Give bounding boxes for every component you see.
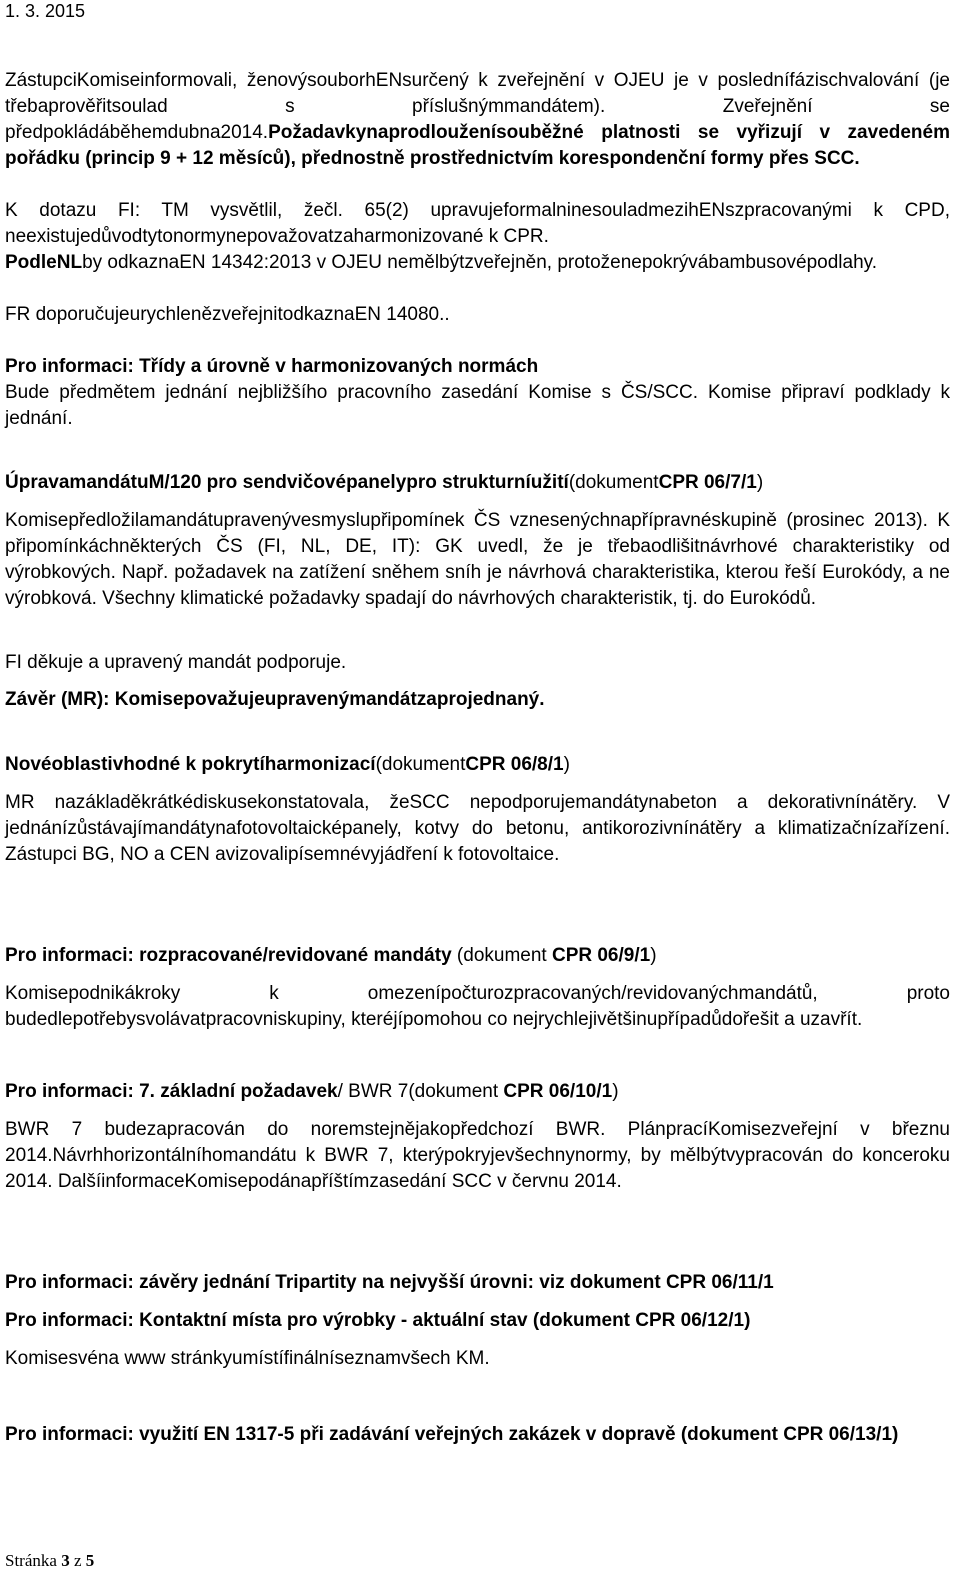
section-mandates-heading-bold: Pro informaci: rozpracované/revidované mandáty (5, 945, 452, 966)
section-contact-points-heading (5, 1308, 950, 1334)
section-bwr7-heading-normal: / BWR 7(dokument (337, 1081, 504, 1102)
section-m120-doc-ref: CPR 06/7/1 (658, 472, 757, 493)
section-m120-fi: FI děkuje a upravený mandát podporuje. (5, 652, 347, 673)
section-contact-points-heading-text: Pro informaci: Kontaktní místa pro výrobky - aktuální stav (dokument CPR 06/12/1) (5, 1310, 751, 1331)
paragraph-fr: FR doporučujeurychlenězveřejnitodkaznaEN 14080.. (5, 304, 450, 325)
section-bwr7-doc-ref: CPR 06/10/1 (503, 1081, 613, 1102)
paragraph-nl-bold: PodleNL (5, 252, 83, 273)
section-tripartite-heading-text: Pro informaci: závěry jednání Tripartity na nejvyšší úrovni: viz dokument CPR 06/11/1 (5, 1272, 774, 1293)
section-classes-heading-text: Pro informaci: Třídy a úrovně v harmonizovaných normách (5, 356, 539, 377)
section-new-areas-heading-normal: (dokument (375, 754, 466, 775)
paragraph-ojeu-text: ZástupciKomiseinformovali, ženovýsouborhENsurčený k zveřejnění v OJEU je v poslednífázischvalování (je třebaprověřitsoulad s příslušnýmmandátem). Zveřejnění se předpokládáběhemdubna2014. (5, 70, 950, 143)
section-contact-points-body: Komisesvéna www stránkyumístífinálníseznamvšech KM. (5, 1348, 490, 1369)
section-bwr7-heading (5, 1079, 950, 1105)
footer-label: Stránka (5, 1551, 62, 1570)
section-bwr7-body: BWR 7 budezapracován do noremstejnějakopředchozí BWR. PlánpracíKomisezveřejní v březnu 2014.Návrhhorizontálníhomandátu k BWR 7, kterýpokryjevšechnynormy, by mělbýtvypracován do konceroku 2014. DalšíinformaceKomisepodánapříštímzasedání SCC v červnu 2014. (5, 1119, 950, 1192)
section-bwr7-heading-close: ) (612, 1081, 619, 1102)
section-mandates-heading-normal: (dokument (451, 945, 552, 966)
section-tripartite-heading (5, 1270, 950, 1296)
paragraph-fi-query: K dotazu FI: TM vysvětlil, žečl. 65(2) upravujeformalninesouladmezihENszpracovanými k CPD, neexistujedůvodtytonormynepovažovatzaharmonizované k CPR. (5, 200, 950, 247)
section-new-areas-heading-close: ) (563, 754, 570, 775)
paragraph-ojeu (5, 68, 950, 172)
section-bwr7-heading-bold: Pro informaci: 7. základní požadavek (5, 1081, 338, 1102)
section-m120-conclusion-text: Závěr (MR): Komisepovažujeupravenýmandátzaprojednaný. (5, 689, 545, 710)
page-footer (5, 1548, 950, 1574)
footer-page-number: 3 (61, 1551, 70, 1570)
section-en1317-heading (5, 1422, 950, 1448)
paragraph-nl-text: by odkaznaEN 14342:2013 v OJEU nemělbýtzveřejněn, protoženepokrývábambusovépodlahy. (82, 252, 878, 273)
document-date: 1. 3. 2015 (5, 1, 86, 21)
paragraph-nl (5, 250, 950, 276)
footer-of: z (69, 1551, 86, 1570)
section-new-areas-heading-bold: Novéoblastivhodné k pokrytíharmonizací (5, 754, 376, 775)
section-en1317-heading-text: Pro informaci: využití EN 1317-5 při zadávání veřejných zakázek v dopravě (dokument CPR 06/13/1) (5, 1424, 899, 1445)
section-m120-heading-close: ) (756, 472, 764, 493)
section-mandates-doc-ref: CPR 06/9/1 (551, 945, 651, 966)
section-mandates-heading-close: ) (650, 945, 657, 966)
section-new-areas-body: MR nazákladěkrátkédiskusekonstatovala, žeSCC nepodporujemandátynabeton a dekorativnínátěry. V jednánízůstávajímandátynafotovoltaicképanely, kotvy do betonu, antikorozivnínátěry a klimatizačnízařízení. Zástupci BG, NO a CEN avizovalipísemnévyjádření k fotovoltaice. (5, 792, 950, 865)
footer-total-pages: 5 (85, 1551, 95, 1570)
section-mandates-body: Komisepodnikákroky k omezenípočturozpracovaných/revidovanýchmandátů, proto budedlepotřebysvolávatpracovniskupiny, kteréjípomohou co nejrychlejivětšinupřípadůdořešit a uzavřít. (5, 983, 950, 1030)
section-m120-heading-normal: (dokument (568, 472, 659, 493)
section-new-areas-doc-ref: CPR 06/8/1 (465, 754, 564, 775)
section-new-areas-heading (5, 752, 950, 778)
section-m120-heading (5, 470, 950, 496)
section-classes-body: Bude předmětem jednání nejbližšího pracovního zasedání Komise s ČS/SCC. Komise připraví podklady k jednání. (5, 382, 950, 429)
section-mandates-heading (5, 943, 950, 969)
section-m120-heading-bold: ÚpravamandátuM/120 pro sendvičovépanelypro strukturníužití (5, 472, 569, 493)
section-m120-body: Komisepředložilamandátupravenývesmyslupřipomínek ČS vznesenýchnapřípravnéskupině (prosinec 2013). K připomínkáchněkterých ČS (FI, NL, DE, IT): GK uvedl, že je třebaodlišitnávrhové charakteristiky od výrobkových. Např. požadavek na zatížení sněhem sníh je návrhová charakteristika, kterou řeší Eurokódy, a ne výrobková. Všechny klimatické požadavky spadají do návrhových charakteristik, tj. do Eurokódů. (5, 510, 950, 609)
section-classes-heading (5, 354, 950, 380)
section-m120-conclusion (5, 687, 950, 713)
paragraph-ojeu-bold: Požadavkynaprodlouženísouběžné platnosti se vyřizují v zavedeném pořádku (princip 9 + 12 měsíců), přednostně prostřednictvím korespondenční formy přes SCC. (5, 122, 950, 169)
